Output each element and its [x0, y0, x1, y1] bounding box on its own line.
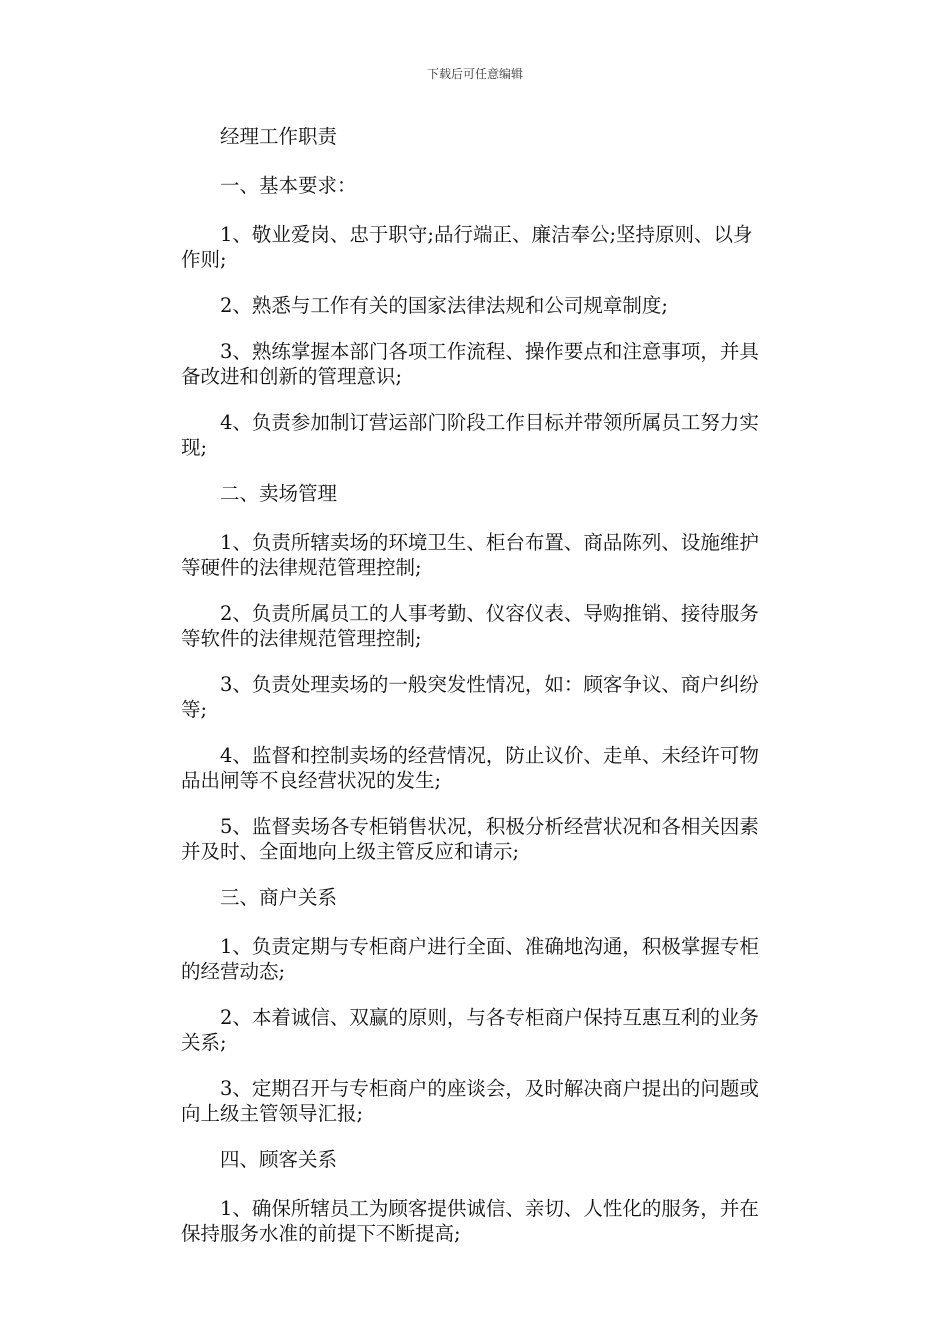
- document-body: [181, 124, 771, 1267]
- list-item: 2、本着诚信、双赢的原则，与各专柜商户保持互惠互利的业务关系;: [181, 1006, 759, 1054]
- list-item: 4、负责参加制订营运部门阶段工作目标并带领所属员工努力实现;: [181, 411, 759, 459]
- list-item: 3、熟练掌握本部门各项工作流程、操作要点和注意事项，并具备改进和创新的管理意识;: [181, 340, 759, 388]
- list-item: 2、熟悉与工作有关的国家法律法规和公司规章制度;: [220, 294, 668, 317]
- list-item: 2、负责所属员工的人事考勤、仪容仪表、导购推销、接待服务等软件的法律规范管理控制;: [181, 602, 759, 650]
- list-item: 5、监督卖场各专柜销售状况，积极分析经营状况和各相关因素并及时、全面地向上级主管反应和请示;: [181, 815, 759, 863]
- section-heading-basic-requirements: 一、基本要求：: [220, 174, 357, 197]
- page-header-note: 下载后可任意编辑: [426, 67, 523, 81]
- list-item: 1、负责所辖卖场的环境卫生、柜台布置、商品陈列、设施维护等硬件的法律规范管理控制;: [181, 531, 759, 579]
- list-item: 3、负责处理卖场的一般突发性情况，如：顾客争议、商户纠纷等;: [181, 673, 759, 721]
- list-item: 1、负责定期与专柜商户进行全面、准确地沟通，积极掌握专柜的经营动态;: [181, 935, 759, 983]
- document-title: 经理工作职责: [220, 125, 338, 148]
- section-heading-merchant-relations: 三、商户关系: [220, 886, 338, 909]
- section-heading-store-management: 二、卖场管理: [220, 482, 338, 505]
- section-heading-customer-relations: 四、顾客关系: [220, 1148, 338, 1171]
- list-item: 4、监督和控制卖场的经营情况，防止议价、走单、未经许可物品出闸等不良经营状况的发生;: [181, 744, 759, 792]
- list-item: 1、确保所辖员工为顾客提供诚信、亲切、人性化的服务，并在保持服务水准的前提下不断提高;: [181, 1197, 759, 1245]
- list-item: 1、敬业爱岗、忠于职守;品行端正、廉洁奉公;坚持原则、以身作则;: [181, 223, 753, 271]
- list-item: 3、定期召开与专柜商户的座谈会，及时解决商户提出的问题或向上级主管领导汇报;: [181, 1077, 759, 1125]
